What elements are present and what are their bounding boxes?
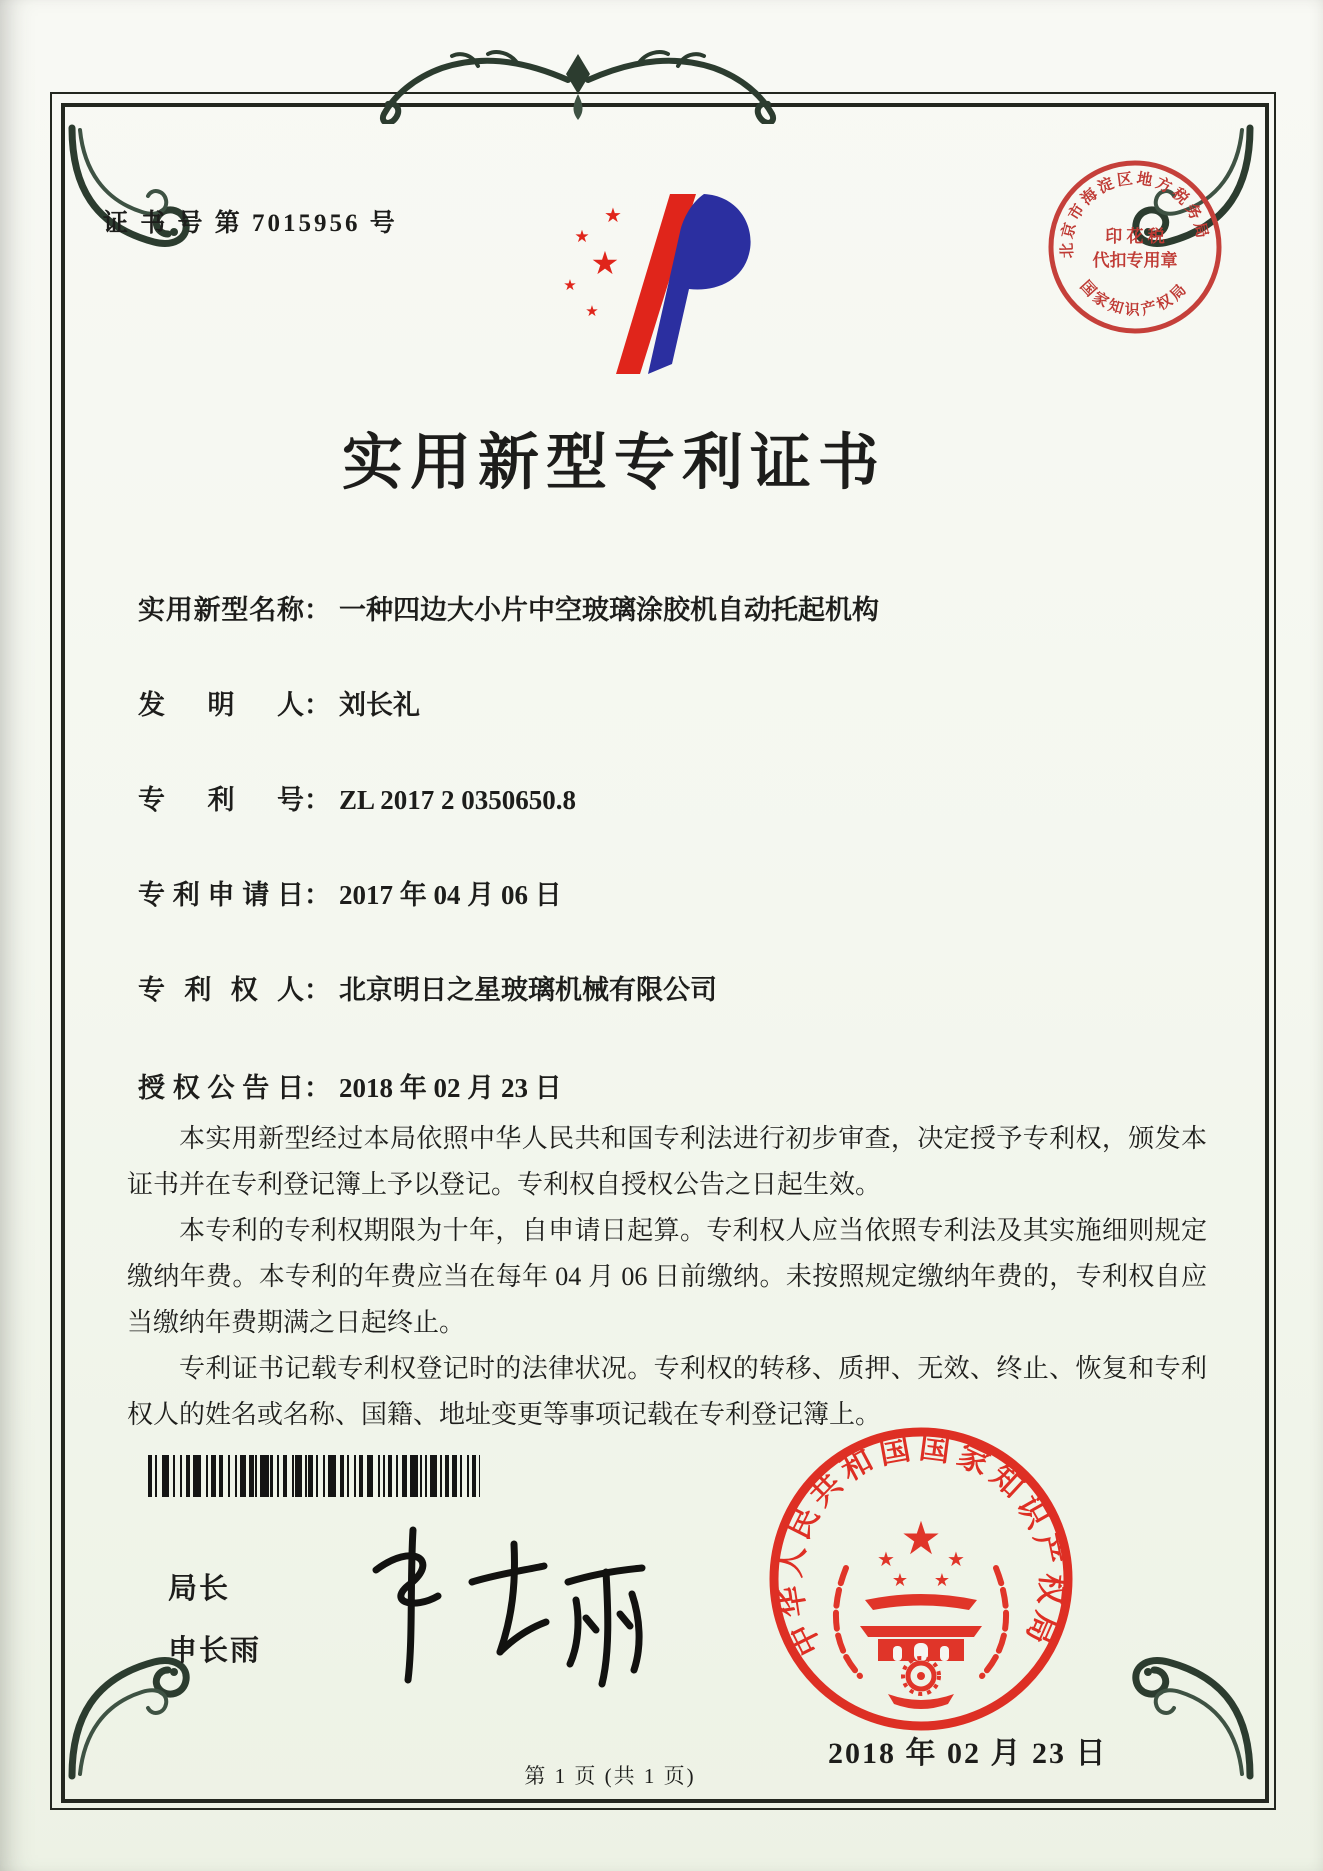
tax-stamp-center-line2: 代扣专用章 xyxy=(1092,251,1178,270)
svg-text:国家知识产权局 xyxy=(1076,277,1191,319)
page-footer: 第 1 页 (共 1 页) xyxy=(524,1764,696,1788)
svg-text:★: ★ xyxy=(590,245,620,281)
paragraph-register: 专利证书记载专利权登记时的法律状况。专利权的转移、质押、无效、终止、恢复和专利权人的姓名或名称、国籍、地址变更等事项记载在专利登记簿上。 xyxy=(127,1354,1207,1429)
svg-text:★: ★ xyxy=(585,304,599,320)
corner-ornament-bottom-left xyxy=(64,1648,214,1798)
field-inventor xyxy=(138,683,420,722)
field-colon: ： xyxy=(304,595,331,625)
svg-text:★: ★ xyxy=(563,278,577,294)
field-label: 发明人 xyxy=(138,690,304,720)
field-label: 专利号 xyxy=(138,785,304,815)
document-title: 实用新型专利证书 xyxy=(342,430,887,497)
barcode xyxy=(148,1455,480,1497)
cnipa-logo-icon xyxy=(556,192,751,378)
svg-text:★: ★ xyxy=(933,1570,951,1590)
national-emblem-icon xyxy=(836,1513,1006,1709)
signer-title: 局长 xyxy=(168,1573,231,1605)
svg-text:★: ★ xyxy=(900,1513,942,1564)
field-value: 刘长礼 xyxy=(339,690,420,720)
field-value: ZL 2017 2 0350650.8 xyxy=(339,785,577,815)
svg-text:★: ★ xyxy=(877,1549,895,1571)
seal-ring-text: 中华人民共和国国家知识产权局 xyxy=(771,1429,1071,1662)
national-ip-office-seal xyxy=(760,1418,1082,1740)
svg-text:★: ★ xyxy=(574,227,590,246)
field-colon: ： xyxy=(304,880,331,910)
paragraph-grant: 本实用新型经过本局依照中华人民共和国专利法进行初步审查，决定授予专利权，颁发本证书并在专利登记簿上予以登记。专利权自授权公告之日起生效。 xyxy=(127,1124,1207,1199)
svg-text:★: ★ xyxy=(947,1549,965,1571)
field-value: 2017 年 04 月 06 日 xyxy=(339,880,562,910)
field-colon: ： xyxy=(304,1073,331,1103)
tax-stamp-bottom-text: 国家知识产权局 xyxy=(1076,278,1192,319)
field-patentee xyxy=(138,968,717,1007)
seal-date: 2018 年 02 月 23 日 xyxy=(828,1737,1108,1770)
tax-stamp-center-line1: 印 花 税 xyxy=(1105,227,1165,246)
field-colon: ： xyxy=(304,975,331,1005)
field-patent-number xyxy=(138,778,576,817)
field-colon: ： xyxy=(304,785,331,815)
signature-icon xyxy=(318,1520,678,1710)
field-utility-model-name xyxy=(138,588,879,627)
field-label: 专利权人 xyxy=(138,975,304,1005)
paragraph-term-and-fees: 本专利的专利权期限为十年，自申请日起算。专利权人应当依照专利法及其实施细则规定缴纳年费。本专利的年费应当在每年 04 月 06 日前缴纳。未按照规定缴纳年费的，专利权自应当缴纳年费期满之日起终止。 xyxy=(127,1216,1207,1337)
tax-stamp-seal xyxy=(1040,152,1230,342)
certificate-number: 证 书 号 第 7015956 号 xyxy=(103,210,398,237)
signer-name: 申长雨 xyxy=(168,1635,262,1667)
field-value: 北京明日之星玻璃机械有限公司 xyxy=(339,975,717,1005)
corner-ornament-bottom-right xyxy=(1108,1648,1258,1798)
svg-text:★: ★ xyxy=(604,205,622,227)
field-value: 2018 年 02 月 23 日 xyxy=(339,1073,562,1103)
top-scroll-ornament xyxy=(368,40,788,124)
field-application-date xyxy=(138,873,562,912)
field-colon: ： xyxy=(304,690,331,720)
svg-text:★: ★ xyxy=(891,1570,909,1590)
field-label: 授权公告日 xyxy=(138,1073,304,1103)
field-label: 实用新型名称 xyxy=(138,595,304,625)
field-grant-date xyxy=(138,1066,562,1105)
tax-stamp-top-text: 北京市海淀区地方税务局 xyxy=(1058,170,1212,259)
field-label: 专利申请日 xyxy=(138,880,304,910)
field-value: 一种四边大小片中空玻璃涂胶机自动托起机构 xyxy=(339,595,879,625)
legal-text-block xyxy=(127,1116,1207,1438)
